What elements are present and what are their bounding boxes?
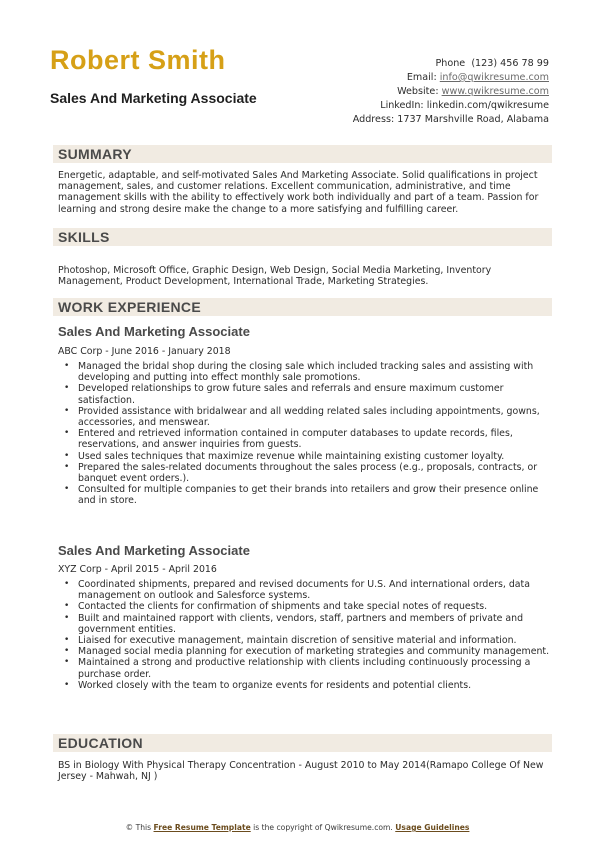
list-item: • Built and maintained rapport with clients, vendors, staff, partners and members of private and government entities. [64, 612, 524, 635]
education-heading-bar [53, 734, 552, 752]
contact-linkedin-row [353, 99, 549, 113]
list-item: • Provided assistance with bridalwear and all wedding related sales including appointments, gowns, accessories, and menswear. [64, 405, 540, 429]
job-1-company: ABC Corp - June 2016 - January 2018 [58, 346, 231, 357]
contact-phone-row [353, 57, 549, 71]
bullet-icon: • [64, 579, 70, 589]
bullet-icon: • [64, 405, 70, 416]
footer-middle: is the copyright of Qwikresume.com. [253, 823, 393, 832]
bullet-icon: • [64, 450, 70, 461]
list-item: • Developed relationships to grow future sales and referrals and ensure maximum customer satisfaction. [64, 383, 504, 406]
free-resume-template-link[interactable]: Free Resume Template [153, 823, 251, 832]
list-item: • Managed social media planning for execution of marketing strategies and community management. [64, 646, 550, 658]
linkedin-value: linkedin.com/qwikresume [426, 100, 549, 111]
website-label: Website: [397, 86, 439, 97]
list-item: • Liaised for executive management, maintain discretion of sensitive material and information. [64, 635, 517, 647]
bullet-icon: • [64, 601, 70, 612]
experience-heading-bar [53, 298, 552, 316]
candidate-name: Robert Smith [50, 45, 226, 75]
list-item: • Maintained a strong and productive relationship with clients including continuously processing a purchase order. [64, 657, 531, 680]
linkedin-label: LinkedIn: [380, 100, 424, 111]
list-item: • Consulted for multiple companies to get their brands into retailers and grow their presence online and in store. [64, 484, 539, 507]
phone-label: Phone [435, 58, 466, 69]
contact-address-row [353, 113, 549, 127]
summary-text: Energetic, adaptable, and self-motivated Sales And Marketing Associate. Solid qualifications in project management, sales, and customer relations. Excellent communication, administrative, and time management skills with the ability to effectively work both individually and part of a team. Passion for learning and strong desire make the change to a more satisfying and fulfilling career. [58, 170, 539, 215]
bullet-icon: • [64, 635, 70, 646]
bullet-icon: • [64, 657, 70, 668]
skills-text: Photoshop, Microsoft Office, Graphic Design, Web Design, Social Media Marketing, Inventory Management, Product Development, International Trade, Marketing Strategies. [58, 265, 492, 288]
list-item: • Entered and retrieved information contained in computer databases to update records, files, reservations, and answer inquiries from guests. [64, 428, 513, 451]
list-item: • Contacted the clients for confirmation of shipments and take special notes of requests. [64, 601, 488, 613]
list-item: • Worked closely with the team to organize events for residents and potential clients. [64, 679, 472, 691]
usage-guidelines-link[interactable]: Usage Guidelines [395, 823, 470, 832]
job-2-company: XYZ Corp - April 2015 - April 2016 [58, 564, 217, 575]
job-1-title: Sales And Marketing Associate [58, 324, 250, 339]
footer-prefix: © This [125, 823, 152, 832]
summary-heading-bar [53, 145, 552, 163]
skills-heading-bar [53, 228, 552, 246]
contact-block [353, 57, 549, 127]
skills-heading: SKILLS [58, 229, 110, 245]
bullet-icon: • [64, 646, 70, 657]
email-link[interactable]: info@qwikresume.com [439, 72, 549, 83]
education-heading: EDUCATION [58, 735, 143, 751]
list-item: • Managed the bridal shop during the closing sale which included tracking sales and assisting with developing and putting into effect monthly sale promotions. [64, 361, 534, 384]
website-link[interactable]: www.qwikresume.com [441, 86, 549, 97]
candidate-title: Sales And Marketing Associate [50, 90, 257, 106]
summary-heading: SUMMARY [58, 146, 132, 162]
list-item: • Used sales techniques that maximize revenue while maintaining existing customer loyalty. [64, 450, 505, 462]
bullet-icon: • [64, 679, 70, 690]
email-label: Email: [406, 72, 437, 83]
list-item: • Prepared the sales-related documents throughout the sales process (e.g., proposals, contracts, or banquet event orders.). [64, 461, 538, 485]
footer [0, 823, 595, 832]
bullet-icon: • [64, 461, 70, 472]
list-item: • Coordinated shipments, prepared and revised documents for U.S. And international orders, data management on outlook and Salesforce systems. [64, 579, 530, 602]
job-1-bullets [58, 361, 551, 507]
contact-website-row [353, 85, 549, 99]
job-2-bullets [58, 579, 551, 691]
education-text: BS in Biology With Physical Therapy Concentration - August 2010 to May 2014(Ramapo College Of New Jersey - Mahwah, NJ ) [58, 760, 544, 783]
address-value: 1737 Marshville Road, Alabama [397, 114, 549, 125]
job-2-title: Sales And Marketing Associate [58, 543, 250, 558]
contact-email-row [353, 71, 549, 85]
address-label: Address: [352, 114, 395, 125]
bullet-icon: • [64, 484, 70, 495]
bullet-icon: • [64, 361, 70, 371]
experience-heading: WORK EXPERIENCE [58, 299, 201, 315]
phone-value: (123) 456 78 99 [471, 58, 549, 69]
bullet-icon: • [64, 383, 70, 394]
bullet-icon: • [64, 428, 70, 439]
bullet-icon: • [64, 612, 70, 623]
